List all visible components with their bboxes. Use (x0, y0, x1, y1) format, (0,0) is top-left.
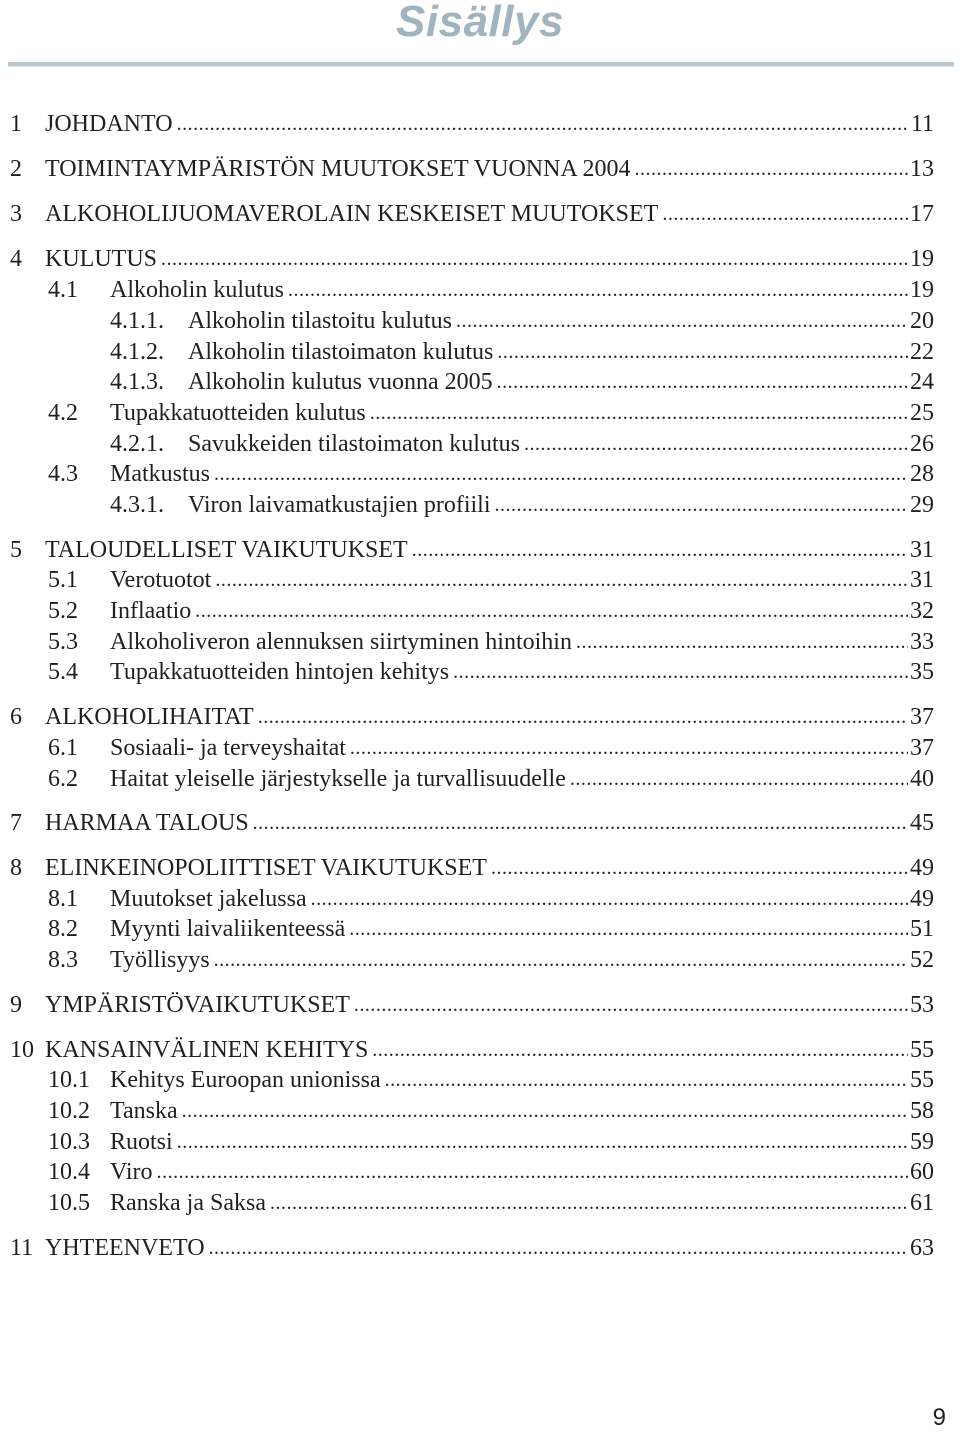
dot-leader (177, 1126, 908, 1157)
toc-entry-label: Ranska ja Saksa (110, 1190, 266, 1216)
toc-entry[interactable] (48, 1188, 934, 1218)
toc-entry-page: 11 (910, 111, 934, 137)
toc-entry-number: 10.5 (48, 1190, 90, 1216)
toc-entry-number: 4.1.3. (110, 369, 164, 395)
toc-entry-label: JOHDANTO (45, 111, 173, 137)
dot-leader (634, 153, 908, 184)
toc-entry-label: HARMAA TALOUS (45, 810, 249, 836)
toc-entry-label: Tupakkatuotteiden kulutus (110, 400, 366, 426)
dot-leader (209, 1232, 908, 1263)
toc-entry-label: Myynti laivaliikenteessä (110, 916, 346, 942)
toc-entry[interactable] (48, 1096, 934, 1126)
dot-leader (662, 198, 908, 229)
dot-leader (253, 807, 908, 838)
toc-entry-page: 19 (910, 246, 934, 272)
dot-leader (453, 656, 908, 687)
dot-leader (372, 1034, 908, 1065)
toc-entry-number: 9 (10, 992, 22, 1018)
toc-entry-page: 59 (910, 1129, 934, 1155)
dot-leader (288, 274, 908, 305)
toc-entry-label: Matkustus (110, 461, 211, 487)
toc-entry[interactable] (110, 306, 934, 336)
toc-entry[interactable] (48, 627, 934, 657)
dot-leader (570, 763, 908, 794)
toc-entry-number: 7 (10, 810, 22, 836)
toc-entry-number: 4.2.1. (110, 431, 164, 457)
toc-entry-number: 6.2 (48, 766, 78, 792)
toc-entry-page: 35 (910, 659, 934, 685)
toc-entry-page: 24 (910, 369, 934, 395)
dot-leader (350, 732, 908, 763)
dot-leader (576, 626, 908, 657)
toc-entry-page: 22 (910, 339, 934, 365)
toc-entry[interactable] (48, 884, 934, 914)
toc-entry-page: 20 (910, 308, 934, 334)
dot-leader (494, 489, 908, 520)
toc-entry-number: 5 (10, 537, 22, 563)
toc-entry-number: 5.2 (48, 598, 78, 624)
dot-leader (412, 534, 908, 565)
toc-entry-label: TOIMINTAYMPÄRISTÖN MUUTOKSET VUONNA 2004 (45, 156, 631, 182)
dot-leader (177, 108, 909, 139)
toc-entry-label: Verotuotot (110, 567, 212, 593)
toc-entry-page: 28 (910, 461, 934, 487)
dot-leader (157, 1156, 908, 1187)
dot-leader (497, 366, 908, 397)
toc-entry-page: 61 (910, 1190, 934, 1216)
toc-entry-page: 26 (910, 431, 934, 457)
toc-entry[interactable] (48, 1065, 934, 1095)
toc-entry-number: 8.1 (48, 886, 78, 912)
toc-entry[interactable] (110, 429, 934, 459)
dot-leader (311, 883, 908, 914)
toc-entry[interactable] (48, 565, 934, 595)
toc-entry-label: Alkoholin kulutus vuonna 2005 (188, 369, 493, 395)
toc-entry-label: Tupakkatuotteiden hintojen kehitys (110, 659, 450, 685)
dot-leader (370, 397, 908, 428)
toc-entry[interactable] (48, 596, 934, 626)
toc-entry-number: 10 (10, 1037, 34, 1063)
toc-entry-number: 10.1 (48, 1067, 90, 1093)
toc-entry[interactable] (110, 337, 934, 367)
toc-entry-label: Ruotsi (110, 1129, 173, 1155)
toc-entry-page: 63 (910, 1235, 934, 1261)
toc-entry-page: 37 (910, 704, 934, 730)
dot-leader (497, 336, 908, 367)
toc-entry[interactable] (10, 535, 934, 565)
toc-entry-label: Alkoholin kulutus (110, 277, 285, 303)
toc-entry[interactable] (10, 244, 934, 274)
toc-entry-number: 4.2 (48, 400, 78, 426)
dot-leader (182, 1095, 908, 1126)
toc-entry[interactable] (48, 945, 934, 975)
toc-entry-number: 10.3 (48, 1129, 90, 1155)
dot-leader (215, 564, 908, 595)
toc-entry-label: Työllisyys (110, 947, 210, 973)
toc-entry-number: 8 (10, 855, 22, 881)
toc-entry-number: 4.3.1. (110, 492, 164, 518)
toc-entry-label: Haitat yleiselle järjestykselle ja turvallisuudelle (110, 766, 566, 792)
toc-entry-number: 4.1 (48, 277, 78, 303)
toc-entry[interactable] (10, 154, 934, 184)
toc-entry[interactable] (48, 459, 934, 489)
toc-entry-number: 5.3 (48, 629, 78, 655)
toc-entry[interactable] (48, 657, 934, 687)
dot-leader (270, 1187, 908, 1218)
dot-leader (161, 243, 908, 274)
toc-entry-label: Muutokset jakelussa (110, 886, 307, 912)
toc-entry-page: 37 (910, 735, 934, 761)
toc-entry-number: 5.1 (48, 567, 78, 593)
toc-entry-page: 32 (910, 598, 934, 624)
toc-entry-label: KULUTUS (45, 246, 157, 272)
toc-entry-label: Alkoholin tilastoimaton kulutus (188, 339, 494, 365)
toc-entry-number: 6 (10, 704, 22, 730)
toc-entry[interactable] (110, 367, 934, 397)
toc-entry[interactable] (48, 914, 934, 944)
dot-leader (491, 852, 908, 883)
toc-entry-page: 19 (910, 277, 934, 303)
toc-entry-number: 8.2 (48, 916, 78, 942)
toc-entry[interactable] (10, 109, 934, 139)
toc-entry-label: TALOUDELLISET VAIKUTUKSET (45, 537, 408, 563)
toc-entry-number: 6.1 (48, 735, 78, 761)
toc-entry-page: 52 (910, 947, 934, 973)
page-title: Sisällys (396, 0, 564, 46)
dot-leader (354, 989, 908, 1020)
toc-entry-number: 4.1.1. (110, 308, 164, 334)
toc-entry-label: Inflaatio (110, 598, 192, 624)
page-number: 9 (932, 1404, 946, 1431)
toc-entry-page: 51 (910, 916, 934, 942)
toc-entry-page: 45 (910, 810, 934, 836)
toc-entry-number: 2 (10, 156, 22, 182)
toc-entry-label: YMPÄRISTÖVAIKUTUKSET (45, 992, 350, 1018)
toc-entry-number: 3 (10, 201, 22, 227)
toc-entry-label: Kehitys Euroopan unionissa (110, 1067, 381, 1093)
dot-leader (258, 701, 908, 732)
toc-entry-label: Viro (110, 1159, 153, 1185)
toc-entry-page: 13 (910, 156, 934, 182)
dot-leader (214, 944, 908, 975)
dot-leader (385, 1064, 908, 1095)
toc-entry[interactable] (10, 990, 934, 1020)
toc-entry-number: 4.3 (48, 461, 78, 487)
toc-entry[interactable] (10, 199, 934, 229)
toc-entry-label: Viron laivamatkustajien profiili (188, 492, 491, 518)
dot-leader (195, 595, 908, 626)
toc-entry-page: 25 (910, 400, 934, 426)
toc-entry-page: 55 (910, 1067, 934, 1093)
toc-entry-number: 1 (10, 111, 22, 137)
toc-entry-number: 10.2 (48, 1098, 90, 1124)
toc-entry-label: Tanska (110, 1098, 178, 1124)
dot-leader (456, 305, 908, 336)
toc-entry-number: 4.1.2. (110, 339, 164, 365)
toc-entry-page: 60 (910, 1159, 934, 1185)
toc-entry-label: Sosiaali- ja terveyshaitat (110, 735, 346, 761)
toc-entry-label: ALKOHOLIJUOMAVEROLAIN KESKEISET MUUTOKSET (45, 201, 659, 227)
toc-entry[interactable] (10, 808, 934, 838)
toc-entry-label: YHTEENVETO (45, 1235, 205, 1261)
toc-entry[interactable] (10, 702, 934, 732)
toc-entry-page: 49 (910, 855, 934, 881)
toc-entry-page: 31 (910, 567, 934, 593)
dot-leader (214, 458, 908, 489)
dot-leader (524, 428, 908, 459)
toc-entry[interactable] (48, 733, 934, 763)
toc-entry[interactable] (10, 1035, 934, 1065)
toc-entry[interactable] (48, 1157, 934, 1187)
toc-entry[interactable] (10, 1233, 934, 1263)
toc-entry-number: 5.4 (48, 659, 78, 685)
toc-entry[interactable] (110, 490, 934, 520)
toc-entry-page: 49 (910, 886, 934, 912)
toc-entry-label: KANSAINVÄLINEN KEHITYS (45, 1037, 369, 1063)
toc-entry-page: 40 (910, 766, 934, 792)
toc-entry-number: 8.3 (48, 947, 78, 973)
toc-entry-label: Alkoholiveron alennuksen siirtyminen hintoihin (110, 629, 572, 655)
dot-leader (349, 913, 908, 944)
toc-entry-page: 58 (910, 1098, 934, 1124)
toc-entry-label: ELINKEINOPOLIITTISET VAIKUTUKSET (45, 855, 487, 881)
toc-entry-page: 29 (910, 492, 934, 518)
toc-entry-label: ALKOHOLIHAITAT (45, 704, 254, 730)
toc-entry-number: 10.4 (48, 1159, 90, 1185)
toc-entry[interactable] (48, 275, 934, 305)
toc-entry-label: Alkoholin tilastoitu kulutus (188, 308, 453, 334)
toc-entry[interactable] (10, 853, 934, 883)
toc-entry-page: 17 (910, 201, 934, 227)
toc-entry-page: 33 (910, 629, 934, 655)
toc-entry[interactable] (48, 1127, 934, 1157)
toc-entry-page: 55 (910, 1037, 934, 1063)
toc-entry[interactable] (48, 764, 934, 794)
toc-entry-number: 11 (10, 1235, 34, 1261)
toc-entry-page: 31 (910, 537, 934, 563)
toc-entry-label: Savukkeiden tilastoimaton kulutus (188, 431, 520, 457)
toc-entry-number: 4 (10, 246, 22, 272)
toc-entry-page: 53 (910, 992, 934, 1018)
toc-entry[interactable] (48, 398, 934, 428)
